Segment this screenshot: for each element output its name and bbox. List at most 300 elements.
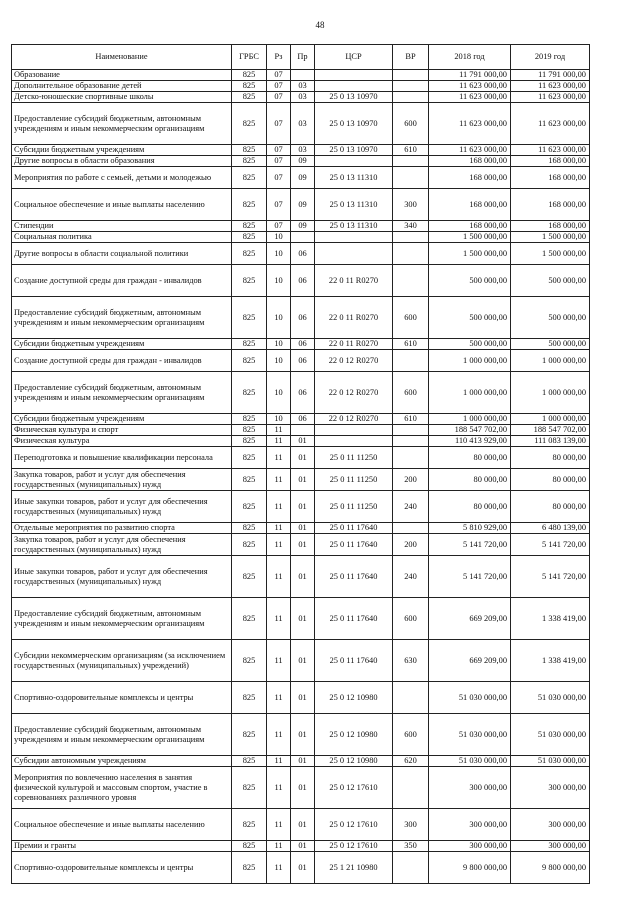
row-pr: 06 <box>291 350 315 372</box>
header-vr: ВР <box>393 45 429 70</box>
row-pr: 01 <box>291 469 315 491</box>
row-csr: 25 0 11 17640 <box>315 534 393 556</box>
row-pr: 01 <box>291 534 315 556</box>
row-vr: 630 <box>393 640 429 682</box>
row-amount-2019: 168 000,00 <box>511 189 590 221</box>
row-grbs: 825 <box>232 767 267 809</box>
row-amount-2018: 1 500 000,00 <box>429 232 511 243</box>
row-pr: 03 <box>291 92 315 103</box>
row-csr: 22 0 11 R0270 <box>315 297 393 339</box>
row-name: Физическая культура и спорт <box>12 425 232 436</box>
row-rz: 11 <box>267 714 291 756</box>
table-row <box>12 243 590 265</box>
row-amount-2018: 51 030 000,00 <box>429 756 511 767</box>
row-amount-2018: 110 413 929,00 <box>429 436 511 447</box>
row-rz: 11 <box>267 447 291 469</box>
table-row <box>12 436 590 447</box>
row-rz: 07 <box>267 167 291 189</box>
row-grbs: 825 <box>232 756 267 767</box>
row-grbs: 825 <box>232 243 267 265</box>
table-row <box>12 425 590 436</box>
row-pr: 01 <box>291 852 315 884</box>
row-csr <box>315 425 393 436</box>
row-amount-2019: 168 000,00 <box>511 221 590 232</box>
row-rz: 07 <box>267 189 291 221</box>
row-rz: 07 <box>267 156 291 167</box>
row-pr: 01 <box>291 714 315 756</box>
row-name: Другие вопросы в области образования <box>12 156 232 167</box>
row-name: Закупка товаров, работ и услуг для обеспечения государственных (муниципальных) нужд <box>12 534 232 556</box>
row-amount-2019: 11 623 000,00 <box>511 103 590 145</box>
row-amount-2018: 80 000,00 <box>429 491 511 523</box>
row-pr: 06 <box>291 372 315 414</box>
row-amount-2019: 1 338 419,00 <box>511 598 590 640</box>
row-vr: 600 <box>393 714 429 756</box>
row-rz: 10 <box>267 232 291 243</box>
row-csr: 22 0 11 R0270 <box>315 265 393 297</box>
row-vr: 610 <box>393 339 429 350</box>
row-csr: 25 0 12 10980 <box>315 756 393 767</box>
row-rz: 11 <box>267 598 291 640</box>
row-name: Предоставление субсидий бюджетным, автономным учреждениям и иным некоммерческим организациям <box>12 598 232 640</box>
row-pr: 01 <box>291 491 315 523</box>
row-name: Отдельные мероприятия по развитию спорта <box>12 523 232 534</box>
row-amount-2018: 669 209,00 <box>429 640 511 682</box>
row-amount-2019: 300 000,00 <box>511 809 590 841</box>
row-pr: 01 <box>291 598 315 640</box>
row-grbs: 825 <box>232 523 267 534</box>
header-2019: 2019 год <box>511 45 590 70</box>
row-amount-2019: 1 338 419,00 <box>511 640 590 682</box>
row-amount-2018: 168 000,00 <box>429 156 511 167</box>
row-pr: 01 <box>291 841 315 852</box>
table-row <box>12 852 590 884</box>
row-amount-2018: 5 141 720,00 <box>429 556 511 598</box>
row-rz: 07 <box>267 92 291 103</box>
row-csr: 25 0 12 17610 <box>315 841 393 852</box>
row-csr: 25 0 13 11310 <box>315 221 393 232</box>
row-vr <box>393 232 429 243</box>
row-rz: 07 <box>267 103 291 145</box>
table-row <box>12 339 590 350</box>
table-row <box>12 92 590 103</box>
row-amount-2019: 111 083 139,00 <box>511 436 590 447</box>
row-grbs: 825 <box>232 491 267 523</box>
row-vr <box>393 243 429 265</box>
row-name: Детско-юношеские спортивные школы <box>12 92 232 103</box>
row-csr: 25 0 12 10980 <box>315 682 393 714</box>
row-csr: 25 0 12 10980 <box>315 714 393 756</box>
row-pr: 03 <box>291 81 315 92</box>
row-csr: 25 0 11 11250 <box>315 491 393 523</box>
row-amount-2019: 500 000,00 <box>511 339 590 350</box>
table-row <box>12 265 590 297</box>
row-rz: 11 <box>267 491 291 523</box>
row-pr: 06 <box>291 297 315 339</box>
row-grbs: 825 <box>232 103 267 145</box>
row-grbs: 825 <box>232 469 267 491</box>
row-amount-2018: 51 030 000,00 <box>429 714 511 756</box>
table-row <box>12 682 590 714</box>
row-vr <box>393 92 429 103</box>
row-grbs: 825 <box>232 809 267 841</box>
row-amount-2018: 669 209,00 <box>429 598 511 640</box>
row-pr: 09 <box>291 221 315 232</box>
row-csr: 25 1 21 10980 <box>315 852 393 884</box>
row-csr <box>315 232 393 243</box>
row-rz: 11 <box>267 756 291 767</box>
row-rz: 10 <box>267 339 291 350</box>
row-amount-2019: 1 500 000,00 <box>511 243 590 265</box>
row-amount-2019: 168 000,00 <box>511 167 590 189</box>
row-pr: 01 <box>291 556 315 598</box>
row-name: Предоставление субсидий бюджетным, автономным учреждениям и иным некоммерческим организациям <box>12 297 232 339</box>
row-name: Мероприятия по вовлечению населения в занятия физической культурой и массовым спортом, участие в соревнованиях различного уровня <box>12 767 232 809</box>
row-amount-2019: 80 000,00 <box>511 447 590 469</box>
row-name: Субсидии бюджетным учреждениям <box>12 145 232 156</box>
row-pr <box>291 70 315 81</box>
row-grbs: 825 <box>232 714 267 756</box>
row-grbs: 825 <box>232 372 267 414</box>
row-grbs: 825 <box>232 339 267 350</box>
row-name: Мероприятия по работе с семьей, детьми и молодежью <box>12 167 232 189</box>
page-number: 48 <box>315 20 325 30</box>
row-pr: 06 <box>291 339 315 350</box>
row-vr: 240 <box>393 491 429 523</box>
row-name: Другие вопросы в области социальной политики <box>12 243 232 265</box>
row-rz: 11 <box>267 534 291 556</box>
row-csr: 25 0 11 17640 <box>315 523 393 534</box>
row-grbs: 825 <box>232 189 267 221</box>
row-amount-2019: 300 000,00 <box>511 767 590 809</box>
row-pr: 06 <box>291 414 315 425</box>
row-vr: 340 <box>393 221 429 232</box>
row-rz: 11 <box>267 852 291 884</box>
row-vr: 200 <box>393 469 429 491</box>
row-grbs: 825 <box>232 841 267 852</box>
row-grbs: 825 <box>232 682 267 714</box>
row-vr <box>393 81 429 92</box>
row-csr: 25 0 13 10970 <box>315 103 393 145</box>
row-rz: 07 <box>267 81 291 92</box>
row-amount-2019: 51 030 000,00 <box>511 756 590 767</box>
table-row <box>12 491 590 523</box>
row-amount-2018: 1 000 000,00 <box>429 350 511 372</box>
table-row <box>12 767 590 809</box>
row-rz: 11 <box>267 469 291 491</box>
row-amount-2019: 11 623 000,00 <box>511 145 590 156</box>
row-vr <box>393 70 429 81</box>
row-vr: 200 <box>393 534 429 556</box>
row-amount-2019: 51 030 000,00 <box>511 714 590 756</box>
row-vr: 600 <box>393 297 429 339</box>
row-amount-2018: 168 000,00 <box>429 167 511 189</box>
row-grbs: 825 <box>232 640 267 682</box>
row-csr: 25 0 13 10970 <box>315 92 393 103</box>
row-rz: 10 <box>267 265 291 297</box>
row-rz: 11 <box>267 809 291 841</box>
header-2018: 2018 год <box>429 45 511 70</box>
row-pr: 03 <box>291 103 315 145</box>
table-row <box>12 598 590 640</box>
row-rz: 11 <box>267 640 291 682</box>
row-grbs: 825 <box>232 92 267 103</box>
row-amount-2018: 80 000,00 <box>429 469 511 491</box>
row-rz: 10 <box>267 414 291 425</box>
row-pr: 01 <box>291 756 315 767</box>
row-vr: 600 <box>393 103 429 145</box>
row-name: Физическая культура <box>12 436 232 447</box>
table-row <box>12 232 590 243</box>
row-grbs: 825 <box>232 350 267 372</box>
row-name: Субсидии бюджетным учреждениям <box>12 339 232 350</box>
row-name: Переподготовка и повышение квалификации персонала <box>12 447 232 469</box>
row-vr <box>393 447 429 469</box>
row-pr: 01 <box>291 640 315 682</box>
row-grbs: 825 <box>232 534 267 556</box>
row-name: Дополнительное образование детей <box>12 81 232 92</box>
row-amount-2019: 500 000,00 <box>511 265 590 297</box>
row-grbs: 825 <box>232 852 267 884</box>
table-row <box>12 372 590 414</box>
header-rz: Рз <box>267 45 291 70</box>
row-csr: 22 0 12 R0270 <box>315 350 393 372</box>
table-row <box>12 714 590 756</box>
row-amount-2019: 168 000,00 <box>511 156 590 167</box>
row-name: Образование <box>12 70 232 81</box>
row-csr: 25 0 11 11250 <box>315 447 393 469</box>
row-amount-2018: 51 030 000,00 <box>429 682 511 714</box>
row-rz: 07 <box>267 221 291 232</box>
row-amount-2018: 9 800 000,00 <box>429 852 511 884</box>
row-vr: 300 <box>393 809 429 841</box>
row-grbs: 825 <box>232 447 267 469</box>
row-vr <box>393 523 429 534</box>
row-pr: 09 <box>291 156 315 167</box>
row-csr <box>315 81 393 92</box>
row-amount-2018: 11 791 000,00 <box>429 70 511 81</box>
row-rz: 07 <box>267 70 291 81</box>
row-pr: 01 <box>291 767 315 809</box>
table-row <box>12 145 590 156</box>
table-row <box>12 640 590 682</box>
row-amount-2018: 1 000 000,00 <box>429 372 511 414</box>
row-rz: 10 <box>267 372 291 414</box>
row-vr: 620 <box>393 756 429 767</box>
row-rz: 07 <box>267 145 291 156</box>
row-grbs: 825 <box>232 598 267 640</box>
row-amount-2019: 1 500 000,00 <box>511 232 590 243</box>
table-row <box>12 156 590 167</box>
row-amount-2018: 11 623 000,00 <box>429 145 511 156</box>
row-amount-2019: 1 000 000,00 <box>511 414 590 425</box>
row-pr: 01 <box>291 682 315 714</box>
header-name: Наименование <box>12 45 232 70</box>
row-rz: 11 <box>267 523 291 534</box>
table-row <box>12 103 590 145</box>
row-vr: 240 <box>393 556 429 598</box>
row-name: Социальное обеспечение и иные выплаты населению <box>12 189 232 221</box>
row-name: Предоставление субсидий бюджетным, автономным учреждениям и иным некоммерческим организациям <box>12 103 232 145</box>
row-pr: 09 <box>291 189 315 221</box>
header-grbs: ГРБС <box>232 45 267 70</box>
row-csr: 25 0 12 17610 <box>315 809 393 841</box>
row-grbs: 825 <box>232 265 267 297</box>
row-vr <box>393 167 429 189</box>
row-amount-2019: 5 141 720,00 <box>511 556 590 598</box>
row-csr: 25 0 13 11310 <box>315 189 393 221</box>
row-name: Создание доступной среды для граждан - инвалидов <box>12 350 232 372</box>
row-name: Спортивно-оздоровительные комплексы и центры <box>12 852 232 884</box>
row-amount-2019: 11 623 000,00 <box>511 92 590 103</box>
row-name: Социальное обеспечение и иные выплаты населению <box>12 809 232 841</box>
row-amount-2018: 500 000,00 <box>429 265 511 297</box>
row-vr <box>393 436 429 447</box>
table-header-row <box>12 45 590 70</box>
row-pr: 01 <box>291 436 315 447</box>
row-vr: 350 <box>393 841 429 852</box>
row-csr: 25 0 11 17640 <box>315 640 393 682</box>
row-rz: 11 <box>267 682 291 714</box>
row-grbs: 825 <box>232 156 267 167</box>
table-row <box>12 523 590 534</box>
row-rz: 10 <box>267 243 291 265</box>
row-pr <box>291 425 315 436</box>
row-rz: 10 <box>267 350 291 372</box>
table-row <box>12 447 590 469</box>
row-grbs: 825 <box>232 556 267 598</box>
row-amount-2019: 11 791 000,00 <box>511 70 590 81</box>
table-row <box>12 297 590 339</box>
row-grbs: 825 <box>232 221 267 232</box>
row-name: Социальная политика <box>12 232 232 243</box>
row-amount-2018: 168 000,00 <box>429 221 511 232</box>
row-vr <box>393 425 429 436</box>
table-row <box>12 534 590 556</box>
row-amount-2018: 500 000,00 <box>429 339 511 350</box>
row-name: Стипендии <box>12 221 232 232</box>
row-vr <box>393 852 429 884</box>
row-amount-2018: 500 000,00 <box>429 297 511 339</box>
row-grbs: 825 <box>232 297 267 339</box>
row-amount-2018: 300 000,00 <box>429 767 511 809</box>
row-pr: 03 <box>291 145 315 156</box>
row-grbs: 825 <box>232 145 267 156</box>
table-row <box>12 350 590 372</box>
row-grbs: 825 <box>232 81 267 92</box>
row-pr: 01 <box>291 447 315 469</box>
row-csr: 25 0 12 17610 <box>315 767 393 809</box>
row-csr: 25 0 13 11310 <box>315 167 393 189</box>
budget-table <box>11 44 590 884</box>
row-pr: 09 <box>291 167 315 189</box>
table-row <box>12 81 590 92</box>
row-amount-2019: 51 030 000,00 <box>511 682 590 714</box>
row-rz: 11 <box>267 425 291 436</box>
row-amount-2018: 168 000,00 <box>429 189 511 221</box>
row-csr <box>315 70 393 81</box>
row-vr: 610 <box>393 145 429 156</box>
table-row <box>12 414 590 425</box>
table-row <box>12 556 590 598</box>
table-body <box>12 70 590 884</box>
row-rz: 10 <box>267 297 291 339</box>
row-amount-2019: 11 623 000,00 <box>511 81 590 92</box>
row-amount-2018: 300 000,00 <box>429 841 511 852</box>
row-amount-2019: 500 000,00 <box>511 297 590 339</box>
table-row <box>12 809 590 841</box>
table-row <box>12 70 590 81</box>
row-vr <box>393 156 429 167</box>
row-rz: 11 <box>267 841 291 852</box>
row-amount-2019: 188 547 702,00 <box>511 425 590 436</box>
row-name: Спортивно-оздоровительные комплексы и центры <box>12 682 232 714</box>
row-vr <box>393 350 429 372</box>
row-csr: 25 0 11 11250 <box>315 469 393 491</box>
row-amount-2018: 1 500 000,00 <box>429 243 511 265</box>
row-name: Создание доступной среды для граждан - инвалидов <box>12 265 232 297</box>
row-vr: 600 <box>393 598 429 640</box>
row-rz: 11 <box>267 436 291 447</box>
row-grbs: 825 <box>232 436 267 447</box>
row-grbs: 825 <box>232 232 267 243</box>
row-csr <box>315 156 393 167</box>
row-amount-2019: 1 000 000,00 <box>511 350 590 372</box>
row-amount-2018: 300 000,00 <box>429 809 511 841</box>
row-amount-2019: 1 000 000,00 <box>511 372 590 414</box>
row-amount-2018: 11 623 000,00 <box>429 81 511 92</box>
row-csr: 22 0 12 R0270 <box>315 372 393 414</box>
row-name: Иные закупки товаров, работ и услуг для обеспечения государственных (муниципальных) нужд <box>12 556 232 598</box>
row-grbs: 825 <box>232 414 267 425</box>
row-amount-2018: 11 623 000,00 <box>429 92 511 103</box>
table-row <box>12 189 590 221</box>
row-rz: 11 <box>267 556 291 598</box>
row-name: Премии и гранты <box>12 841 232 852</box>
row-name: Субсидии автономным учреждениям <box>12 756 232 767</box>
row-name: Закупка товаров, работ и услуг для обеспечения государственных (муниципальных) нужд <box>12 469 232 491</box>
table-row <box>12 167 590 189</box>
header-csr: ЦСР <box>315 45 393 70</box>
row-amount-2019: 300 000,00 <box>511 841 590 852</box>
row-amount-2018: 11 623 000,00 <box>429 103 511 145</box>
row-grbs: 825 <box>232 70 267 81</box>
row-name: Субсидии бюджетным учреждениям <box>12 414 232 425</box>
row-pr: 06 <box>291 265 315 297</box>
table-row <box>12 221 590 232</box>
row-amount-2019: 9 800 000,00 <box>511 852 590 884</box>
row-amount-2019: 6 480 139,00 <box>511 523 590 534</box>
row-csr: 25 0 11 17640 <box>315 598 393 640</box>
table-row <box>12 756 590 767</box>
row-grbs: 825 <box>232 167 267 189</box>
row-rz: 11 <box>267 767 291 809</box>
row-vr <box>393 682 429 714</box>
row-name: Предоставление субсидий бюджетным, автономным учреждениям и иным некоммерческим организациям <box>12 372 232 414</box>
row-amount-2018: 5 141 720,00 <box>429 534 511 556</box>
table-row <box>12 841 590 852</box>
row-csr: 25 0 13 10970 <box>315 145 393 156</box>
row-amount-2019: 5 141 720,00 <box>511 534 590 556</box>
row-vr <box>393 767 429 809</box>
row-amount-2018: 80 000,00 <box>429 447 511 469</box>
row-vr: 300 <box>393 189 429 221</box>
row-vr: 610 <box>393 414 429 425</box>
header-pr: Пр <box>291 45 315 70</box>
row-vr <box>393 265 429 297</box>
row-name: Субсидии некоммерческим организациям (за исключением государственных (муниципальных) учреждений) <box>12 640 232 682</box>
row-name: Иные закупки товаров, работ и услуг для обеспечения государственных (муниципальных) нужд <box>12 491 232 523</box>
